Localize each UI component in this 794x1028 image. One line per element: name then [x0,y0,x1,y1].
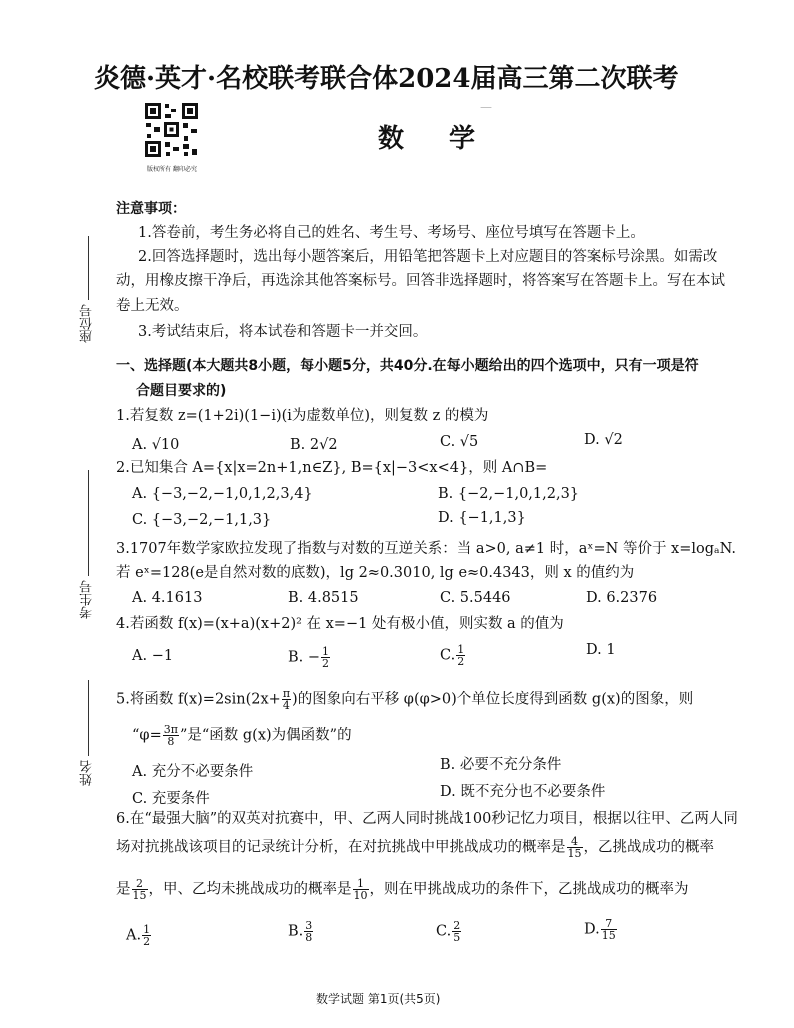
q6-option-b: B. $\frac{3}{8}$ [288,919,313,944]
notes-item-2-cont: 动，用橡皮擦干净后，再选涂其他答案标号。回答非选择题时，将答案写在答题卡上。写在本试 [116,273,725,289]
q2-stem: 2.已知集合 A={x|x=2n+1,n∈Z}, B={x|−3<x<4}，则 A∩B= [116,460,548,476]
notes-item-3: 3.考试结束后，将本试卷和答题卡一并交回。 [138,324,428,340]
q5-phi-fraction: $\frac{3\pi}{8}$ [163,723,178,748]
q6-stem: 6.在“最强大脑”的双英对抗赛中，甲、乙两人同时挑战100秒记忆力项目，根据以往甲、乙两人同 [116,811,738,827]
q6-option-a: A. $\frac{1}{2}$ [126,923,151,948]
q3-option-d: D. 6.2376 [586,590,658,606]
q5-option-d: D. 既不充分也不必要条件 [440,784,606,800]
notes-item-1: 1.答卷前，考生务必将自己的姓名、考生号、考场号、座位号填写在答题卡上。 [138,225,645,241]
q6-stem-line3: 是 $\frac{2}{15}$ ，甲、乙均未挑战成功的概率是 $\frac{1}{10}$ ，则在甲挑战成功的条件下，乙挑战成功的概率为 [116,877,689,902]
q6-option-b-fraction: $\frac{3}{8}$ [305,919,313,944]
q5-stem-fraction: $\frac{\pi}{4}$ [282,687,291,712]
q6-prob-a-fraction: $\frac{4}{15}$ [567,835,582,860]
q2-option-c: C. {−3,−2,−1,1,3} [132,512,272,528]
name-line [88,680,89,756]
q6-option-c: C. $\frac{2}{5}$ [436,919,461,944]
q1-option-c: C. √5 [440,434,479,450]
q6-prob-b-fraction: $\frac{2}{15}$ [132,877,147,902]
notes-item-2: 2.回答选择题时，选出每小题答案后，用铅笔把答题卡上对应题目的答案标号涂黑。如需改 [138,249,718,265]
q6-option-c-fraction: $\frac{2}{5}$ [453,919,461,944]
q3-stem: 3.1707年数学家欧拉发现了指数与对数的互逆关系：当 a>0, a≠1 时，aˣ=N 等价于 x=logₐN. [116,541,736,557]
q4-option-d: D. 1 [586,642,616,658]
bleed-through-text: — [480,100,492,114]
q2-option-d: D. {−1,1,3} [438,510,526,526]
q4-option-a: A. −1 [132,648,174,664]
name-label: 姓名 [80,760,95,786]
q1-option-a: A. √10 [132,437,180,453]
qr-caption: 版权所有 翻印必究 [147,166,197,173]
q6-stem-line2: 场对抗挑战该项目的记录统计分析，在对抗挑战中甲挑战成功的概率是 $\frac{4}{15}$ ，乙挑战成功的概率 [116,835,714,860]
notes-heading: 注意事项： [116,201,186,217]
q6-option-d: D. $\frac{7}{15}$ [584,917,616,942]
q4-option-b-fraction: $\frac{1}{2}$ [322,645,330,670]
q5-stem: 5.将函数 f(x)=2sin(2x+ $\frac{\pi}{4}$ )的图象向右平移 φ(φ>0)个单位长度得到函数 g(x)的图象，则 [116,687,694,712]
q5-stem-cont: “φ= $\frac{3\pi}{8}$ ”是“函数 g(x)为偶函数”的 [132,723,352,748]
q1-option-b: B. 2√2 [290,437,338,453]
q5-option-c: C. 充要条件 [132,791,210,807]
q5-option-b: B. 必要不充分条件 [440,757,562,773]
q6-option-d-fraction: $\frac{7}{15}$ [601,917,616,942]
q1-stem: 1.若复数 z=(1+2i)(1−i)(i为虚数单位)，则复数 z 的模为 [116,408,489,424]
q3-stem-cont: 若 eˣ=128(e是自然对数的底数)，lg 2≈0.3010, lg e≈0.4343，则 x 的值约为 [116,565,635,581]
page-footer: 数学试题 第1页(共5页) [316,992,441,1006]
q6-option-a-fraction: $\frac{1}{2}$ [143,923,151,948]
q3-option-b: B. 4.8515 [288,590,359,606]
q1-option-d: D. √2 [584,432,623,448]
q2-option-b: B. {−2,−1,0,1,2,3} [438,486,580,502]
exam-number-line [88,470,89,576]
q3-option-a: A. 4.1613 [132,590,203,606]
q4-option-c-fraction: $\frac{1}{2}$ [457,643,465,668]
notes-item-2-end: 卷上无效。 [116,298,189,314]
section-heading-cont: 合题目要求的) [136,383,227,399]
section-heading: 一、选择题(本大题共8小题，每小题5分，共40分.在每小题给出的四个选项中，只有一项是符 [116,358,699,374]
q5-option-a: A. 充分不必要条件 [132,764,254,780]
q6-prob-none-fraction: $\frac{1}{10}$ [353,877,368,902]
qr-code-icon [143,101,200,159]
exam-number-label: 考生号 [80,580,95,619]
q3-option-c: C. 5.5446 [440,590,511,606]
q4-stem: 4.若函数 f(x)=(x+a)(x+2)² 在 x=−1 处有极小值，则实数 a 的值为 [116,616,564,632]
q4-option-b: B. − $\frac{1}{2}$ [288,645,330,670]
seat-number-label: 座位号 [80,304,95,343]
seat-number-line [88,236,89,300]
exam-title: 炎德·英才·名校联考联合体2024届高三第二次联考 [94,64,679,94]
q4-option-c: C. $\frac{1}{2}$ [440,643,465,668]
subject-title: 数 学 [378,124,494,154]
q2-option-a: A. {−3,−2,−1,0,1,2,3,4} [132,486,313,502]
